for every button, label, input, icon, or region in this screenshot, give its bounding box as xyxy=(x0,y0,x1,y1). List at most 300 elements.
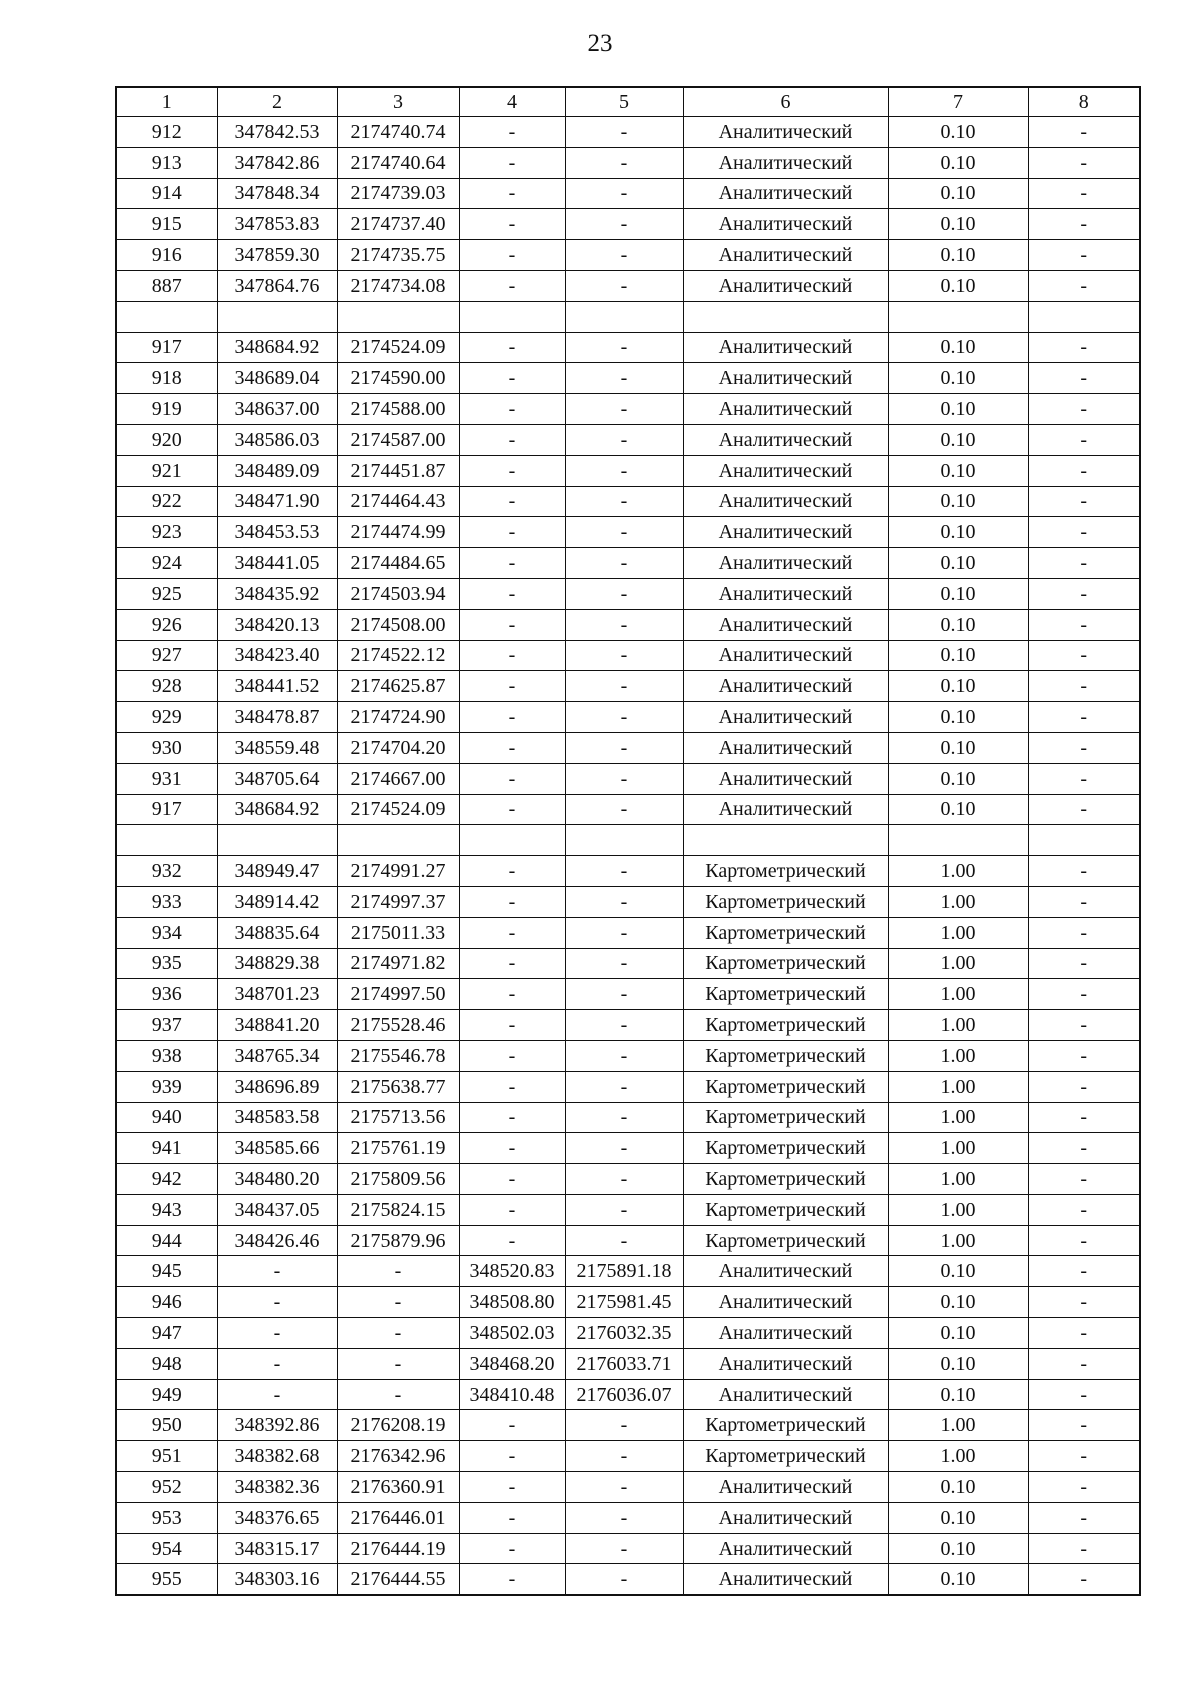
table-cell: 922 xyxy=(116,486,217,517)
table-cell: - xyxy=(1028,209,1140,240)
table-cell: 1.00 xyxy=(888,1225,1028,1256)
table-cell: 2174484.65 xyxy=(337,548,459,579)
table-row xyxy=(116,948,1140,979)
table-cell: - xyxy=(459,1040,565,1071)
table-cell: - xyxy=(459,886,565,917)
table-row xyxy=(116,1318,1140,1349)
table-cell: - xyxy=(565,609,683,640)
table-cell: 933 xyxy=(116,886,217,917)
table-cell: 0.10 xyxy=(888,1287,1028,1318)
table-cell: 348701.23 xyxy=(217,979,337,1010)
table-cell: 348684.92 xyxy=(217,794,337,825)
table-cell: - xyxy=(1028,1040,1140,1071)
table-cell: - xyxy=(459,332,565,363)
table-cell: - xyxy=(565,1225,683,1256)
table-row xyxy=(116,240,1140,271)
table-cell: 943 xyxy=(116,1194,217,1225)
table-cell: 925 xyxy=(116,578,217,609)
table-cell: - xyxy=(1028,1533,1140,1564)
table-cell: - xyxy=(459,117,565,148)
table-cell: - xyxy=(1028,1379,1140,1410)
table-cell: - xyxy=(459,424,565,455)
table-cell xyxy=(337,825,459,856)
table-row xyxy=(116,1472,1140,1503)
table-cell: - xyxy=(459,1071,565,1102)
table-row xyxy=(116,609,1140,640)
table-cell: 927 xyxy=(116,640,217,671)
table-row xyxy=(116,917,1140,948)
table-cell: 2174587.00 xyxy=(337,424,459,455)
table-cell: 347842.86 xyxy=(217,147,337,178)
table-cell: 348684.92 xyxy=(217,332,337,363)
table-cell: Аналитический xyxy=(683,609,888,640)
table-cell: - xyxy=(565,702,683,733)
table-cell: - xyxy=(1028,732,1140,763)
table-cell: - xyxy=(565,209,683,240)
table-cell: 944 xyxy=(116,1225,217,1256)
table-cell xyxy=(337,301,459,332)
table-cell xyxy=(459,825,565,856)
table-cell: - xyxy=(565,1102,683,1133)
table-cell: 0.10 xyxy=(888,1348,1028,1379)
table-cell: 2176036.07 xyxy=(565,1379,683,1410)
table-row xyxy=(116,825,1140,856)
table-cell: - xyxy=(1028,486,1140,517)
column-header: 2 xyxy=(217,87,337,117)
table-cell xyxy=(217,301,337,332)
table-cell: 0.10 xyxy=(888,732,1028,763)
table-row xyxy=(116,1102,1140,1133)
table-cell: - xyxy=(459,548,565,579)
table-cell: Картометрический xyxy=(683,917,888,948)
table-cell: 2175713.56 xyxy=(337,1102,459,1133)
table-cell: - xyxy=(565,979,683,1010)
table-cell: 0.10 xyxy=(888,609,1028,640)
table-cell: 0.10 xyxy=(888,1379,1028,1410)
column-header: 5 xyxy=(565,87,683,117)
table-cell: - xyxy=(1028,1348,1140,1379)
table-cell: - xyxy=(1028,363,1140,394)
table-cell: 348315.17 xyxy=(217,1533,337,1564)
table-cell: - xyxy=(459,455,565,486)
table-cell: Аналитический xyxy=(683,1379,888,1410)
table-cell xyxy=(116,301,217,332)
table-cell: - xyxy=(1028,1071,1140,1102)
table-cell: 2175546.78 xyxy=(337,1040,459,1071)
table-cell: 0.10 xyxy=(888,517,1028,548)
table-cell: - xyxy=(1028,856,1140,887)
table-cell: 348468.20 xyxy=(459,1348,565,1379)
table-cell: 0.10 xyxy=(888,548,1028,579)
table-cell: 953 xyxy=(116,1502,217,1533)
table-cell: - xyxy=(565,240,683,271)
table-cell: Картометрический xyxy=(683,1071,888,1102)
table-cell: - xyxy=(459,1194,565,1225)
table-cell: Картометрический xyxy=(683,979,888,1010)
table-cell: - xyxy=(1028,1010,1140,1041)
coordinates-table xyxy=(115,86,1141,1596)
table-cell: 920 xyxy=(116,424,217,455)
table-cell: Картометрический xyxy=(683,1040,888,1071)
table-cell: 347864.76 xyxy=(217,270,337,301)
table-cell: - xyxy=(1028,886,1140,917)
table-row xyxy=(116,702,1140,733)
table-cell: Аналитический xyxy=(683,732,888,763)
table-cell: - xyxy=(565,332,683,363)
table-cell: - xyxy=(1028,1318,1140,1349)
table-cell: - xyxy=(459,363,565,394)
table-cell: 2175981.45 xyxy=(565,1287,683,1318)
table-cell: - xyxy=(459,1502,565,1533)
table-cell: 348426.46 xyxy=(217,1225,337,1256)
table-cell: - xyxy=(459,609,565,640)
table-cell: Аналитический xyxy=(683,147,888,178)
table-cell: Аналитический xyxy=(683,1502,888,1533)
table-cell: 2174997.37 xyxy=(337,886,459,917)
table-row xyxy=(116,886,1140,917)
column-header: 4 xyxy=(459,87,565,117)
table-cell: 945 xyxy=(116,1256,217,1287)
table-cell: 348583.58 xyxy=(217,1102,337,1133)
table-cell: 914 xyxy=(116,178,217,209)
table-cell: - xyxy=(565,117,683,148)
table-cell: - xyxy=(217,1318,337,1349)
table-cell: - xyxy=(565,1472,683,1503)
table-cell: Картометрический xyxy=(683,1194,888,1225)
table-cell: 955 xyxy=(116,1564,217,1595)
table-cell: - xyxy=(459,1533,565,1564)
table-cell: - xyxy=(459,948,565,979)
table-cell: - xyxy=(1028,1287,1140,1318)
table-cell: 1.00 xyxy=(888,1164,1028,1195)
table-cell: 931 xyxy=(116,763,217,794)
table-cell: 0.10 xyxy=(888,794,1028,825)
table-cell: 348765.34 xyxy=(217,1040,337,1071)
table-cell: 347859.30 xyxy=(217,240,337,271)
table-cell: 921 xyxy=(116,455,217,486)
table-cell: - xyxy=(1028,1133,1140,1164)
table-cell: 0.10 xyxy=(888,1256,1028,1287)
table-cell: 936 xyxy=(116,979,217,1010)
table-cell: Аналитический xyxy=(683,394,888,425)
table-row xyxy=(116,363,1140,394)
table-cell: - xyxy=(1028,609,1140,640)
table-row xyxy=(116,209,1140,240)
table-cell: Аналитический xyxy=(683,1472,888,1503)
table-cell: 348949.47 xyxy=(217,856,337,887)
table-cell: 2176446.01 xyxy=(337,1502,459,1533)
table-cell: 348489.09 xyxy=(217,455,337,486)
table-cell: 917 xyxy=(116,794,217,825)
table-cell: - xyxy=(459,1102,565,1133)
table-cell: 2176444.19 xyxy=(337,1533,459,1564)
table-cell: 954 xyxy=(116,1533,217,1564)
table-cell: 1.00 xyxy=(888,1010,1028,1041)
table-cell: 2175761.19 xyxy=(337,1133,459,1164)
table-cell: - xyxy=(565,517,683,548)
table-cell: 946 xyxy=(116,1287,217,1318)
table-cell: 348420.13 xyxy=(217,609,337,640)
table-cell: 950 xyxy=(116,1410,217,1441)
table-row xyxy=(116,1040,1140,1071)
table-cell: Картометрический xyxy=(683,856,888,887)
table-row xyxy=(116,147,1140,178)
table-cell: 348508.80 xyxy=(459,1287,565,1318)
table-cell: 348382.36 xyxy=(217,1472,337,1503)
table-cell: 1.00 xyxy=(888,1441,1028,1472)
table-cell: 2175891.18 xyxy=(565,1256,683,1287)
table-row xyxy=(116,640,1140,671)
table-cell: Картометрический xyxy=(683,1225,888,1256)
table-cell: 930 xyxy=(116,732,217,763)
table-row xyxy=(116,856,1140,887)
table-cell: - xyxy=(459,270,565,301)
table-cell: 0.10 xyxy=(888,363,1028,394)
table-cell: 923 xyxy=(116,517,217,548)
table-row xyxy=(116,517,1140,548)
table-cell xyxy=(1028,825,1140,856)
table-cell: Картометрический xyxy=(683,1164,888,1195)
table-cell: - xyxy=(565,486,683,517)
table-cell: Аналитический xyxy=(683,702,888,733)
table-row xyxy=(116,1410,1140,1441)
table-cell: Аналитический xyxy=(683,1256,888,1287)
table-cell: - xyxy=(1028,671,1140,702)
table-cell: 0.10 xyxy=(888,1564,1028,1595)
table-cell: - xyxy=(459,671,565,702)
table-cell: - xyxy=(565,424,683,455)
table-cell: Аналитический xyxy=(683,763,888,794)
table-cell: 2174522.12 xyxy=(337,640,459,671)
table-cell: 1.00 xyxy=(888,1040,1028,1071)
table-cell: - xyxy=(459,763,565,794)
table-cell: 2174625.87 xyxy=(337,671,459,702)
table-cell: 2174991.27 xyxy=(337,856,459,887)
table-cell: 0.10 xyxy=(888,147,1028,178)
table-cell: - xyxy=(1028,1194,1140,1225)
table-cell xyxy=(217,825,337,856)
table-cell: - xyxy=(1028,702,1140,733)
table-cell: 0.10 xyxy=(888,763,1028,794)
table-cell: 348423.40 xyxy=(217,640,337,671)
table-cell: 939 xyxy=(116,1071,217,1102)
table-cell: - xyxy=(565,578,683,609)
table-cell: 0.10 xyxy=(888,424,1028,455)
table-cell: 348705.64 xyxy=(217,763,337,794)
table-cell: 917 xyxy=(116,332,217,363)
table-cell: 928 xyxy=(116,671,217,702)
table-cell: 2174735.75 xyxy=(337,240,459,271)
table-cell xyxy=(888,301,1028,332)
table-cell: Аналитический xyxy=(683,240,888,271)
table-cell: 2176342.96 xyxy=(337,1441,459,1472)
table-cell: 1.00 xyxy=(888,979,1028,1010)
table-cell: - xyxy=(1028,424,1140,455)
table-cell: Аналитический xyxy=(683,363,888,394)
table-cell: 2174739.03 xyxy=(337,178,459,209)
table-row xyxy=(116,1133,1140,1164)
table-cell: 2176208.19 xyxy=(337,1410,459,1441)
table-cell: 940 xyxy=(116,1102,217,1133)
table-cell: - xyxy=(565,948,683,979)
table-cell: Аналитический xyxy=(683,117,888,148)
table-cell: 1.00 xyxy=(888,1410,1028,1441)
table-cell: Аналитический xyxy=(683,1533,888,1564)
table-cell: 929 xyxy=(116,702,217,733)
table-cell: 1.00 xyxy=(888,1102,1028,1133)
table-cell: 2174724.90 xyxy=(337,702,459,733)
table-cell: - xyxy=(1028,794,1140,825)
table-cell: 2174740.74 xyxy=(337,117,459,148)
table-cell: Аналитический xyxy=(683,455,888,486)
table-cell: 0.10 xyxy=(888,1472,1028,1503)
table-header-row xyxy=(116,87,1140,117)
table-cell: 0.10 xyxy=(888,702,1028,733)
table-cell: - xyxy=(1028,548,1140,579)
table-cell: - xyxy=(459,209,565,240)
table-cell: Картометрический xyxy=(683,1102,888,1133)
table-cell: 2176032.35 xyxy=(565,1318,683,1349)
table-cell xyxy=(683,301,888,332)
table-cell: - xyxy=(1028,1102,1140,1133)
table-cell: 0.10 xyxy=(888,671,1028,702)
table-cell: - xyxy=(459,640,565,671)
table-cell: - xyxy=(459,732,565,763)
table-row xyxy=(116,979,1140,1010)
table-row xyxy=(116,1164,1140,1195)
table-cell: - xyxy=(459,1225,565,1256)
table-cell: 348835.64 xyxy=(217,917,337,948)
table-cell: - xyxy=(565,363,683,394)
table-cell: 348478.87 xyxy=(217,702,337,733)
table-cell: 1.00 xyxy=(888,1071,1028,1102)
table-cell: 947 xyxy=(116,1318,217,1349)
table-cell: 948 xyxy=(116,1348,217,1379)
table-row xyxy=(116,394,1140,425)
table-cell: 348586.03 xyxy=(217,424,337,455)
table-cell: 2174997.50 xyxy=(337,979,459,1010)
table-cell: Аналитический xyxy=(683,794,888,825)
table-cell: - xyxy=(459,917,565,948)
table-cell: 0.10 xyxy=(888,240,1028,271)
table-cell: Картометрический xyxy=(683,948,888,979)
table-cell: 2174474.99 xyxy=(337,517,459,548)
table-cell: 348441.05 xyxy=(217,548,337,579)
table-cell: 348392.86 xyxy=(217,1410,337,1441)
table-cell: - xyxy=(565,1410,683,1441)
table-cell: 347848.34 xyxy=(217,178,337,209)
table-cell: - xyxy=(459,1010,565,1041)
table-cell: 2175528.46 xyxy=(337,1010,459,1041)
table-row xyxy=(116,763,1140,794)
table-cell xyxy=(683,825,888,856)
table-cell: - xyxy=(1028,1441,1140,1472)
table-cell: - xyxy=(565,1071,683,1102)
table-cell: 0.10 xyxy=(888,394,1028,425)
table-cell: - xyxy=(565,794,683,825)
table-cell: 348410.48 xyxy=(459,1379,565,1410)
table-cell: Аналитический xyxy=(683,332,888,363)
table-cell: 2174590.00 xyxy=(337,363,459,394)
table-cell: - xyxy=(1028,1564,1140,1595)
table-cell: 348637.00 xyxy=(217,394,337,425)
table-cell: 0.10 xyxy=(888,178,1028,209)
table-cell: 348689.04 xyxy=(217,363,337,394)
table-cell: 348437.05 xyxy=(217,1194,337,1225)
table-cell: 0.10 xyxy=(888,1533,1028,1564)
table-cell: Аналитический xyxy=(683,1348,888,1379)
table-row xyxy=(116,301,1140,332)
table-cell: 348696.89 xyxy=(217,1071,337,1102)
table-cell: 949 xyxy=(116,1379,217,1410)
table-cell: 2175879.96 xyxy=(337,1225,459,1256)
column-header: 6 xyxy=(683,87,888,117)
table-cell xyxy=(1028,301,1140,332)
table-row xyxy=(116,1441,1140,1472)
table-cell: - xyxy=(459,1410,565,1441)
table-cell: 2174734.08 xyxy=(337,270,459,301)
page-number: 23 xyxy=(587,30,613,57)
table-cell: 0.10 xyxy=(888,209,1028,240)
table-cell: 2174971.82 xyxy=(337,948,459,979)
table-row xyxy=(116,1194,1140,1225)
table-cell: - xyxy=(459,856,565,887)
table-cell: Картометрический xyxy=(683,1133,888,1164)
table-cell: 941 xyxy=(116,1133,217,1164)
table-cell: - xyxy=(1028,1472,1140,1503)
table-cell: - xyxy=(459,979,565,1010)
table-cell: - xyxy=(1028,578,1140,609)
column-header: 7 xyxy=(888,87,1028,117)
table-cell: 887 xyxy=(116,270,217,301)
table-cell: 2176360.91 xyxy=(337,1472,459,1503)
table-cell: Аналитический xyxy=(683,578,888,609)
table-cell: 2174704.20 xyxy=(337,732,459,763)
table-cell: 348471.90 xyxy=(217,486,337,517)
table-cell: - xyxy=(459,1472,565,1503)
table-cell: - xyxy=(565,1164,683,1195)
table-cell: - xyxy=(459,1164,565,1195)
table-cell xyxy=(888,825,1028,856)
table-cell: 2174740.64 xyxy=(337,147,459,178)
table-cell: - xyxy=(1028,455,1140,486)
table-cell: - xyxy=(217,1256,337,1287)
table-cell: - xyxy=(1028,640,1140,671)
table-cell xyxy=(565,301,683,332)
table-cell: 0.10 xyxy=(888,117,1028,148)
table-cell: - xyxy=(565,917,683,948)
table-cell: 348585.66 xyxy=(217,1133,337,1164)
table-cell xyxy=(459,301,565,332)
table-row xyxy=(116,270,1140,301)
table-cell: - xyxy=(565,455,683,486)
table-cell: - xyxy=(565,671,683,702)
table-row xyxy=(116,486,1140,517)
table-cell: - xyxy=(459,794,565,825)
table-row xyxy=(116,671,1140,702)
table-cell: 348841.20 xyxy=(217,1010,337,1041)
table-cell: 348441.52 xyxy=(217,671,337,702)
table-cell: 938 xyxy=(116,1040,217,1071)
table-cell: 918 xyxy=(116,363,217,394)
table-cell: - xyxy=(459,486,565,517)
table-cell: 937 xyxy=(116,1010,217,1041)
table-cell: 348453.53 xyxy=(217,517,337,548)
table-cell: 348520.83 xyxy=(459,1256,565,1287)
table-cell: - xyxy=(1028,948,1140,979)
table-cell: - xyxy=(337,1348,459,1379)
table-row xyxy=(116,117,1140,148)
